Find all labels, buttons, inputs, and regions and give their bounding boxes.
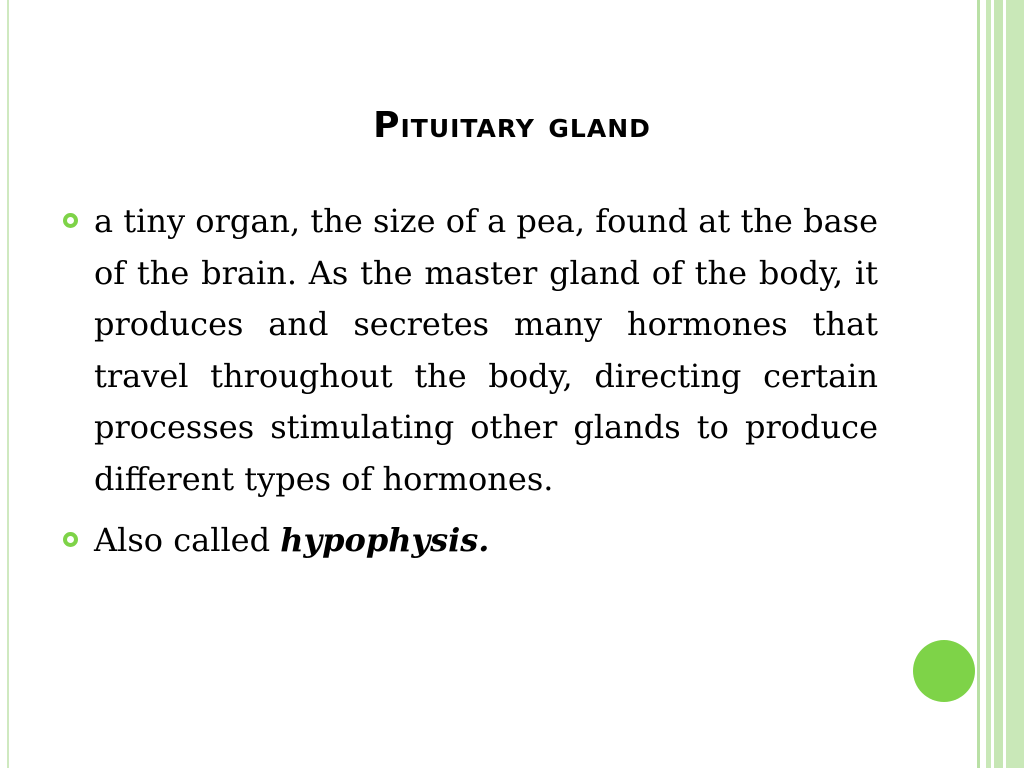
bullet-item bbox=[62, 196, 878, 505]
bullet-ring-icon bbox=[63, 213, 78, 228]
accent-circle-decoration bbox=[913, 640, 975, 702]
slide-title: Pituitary gland bbox=[373, 105, 651, 146]
bullet-list bbox=[62, 196, 878, 567]
bullet-text: Also called bbox=[94, 521, 281, 559]
bullet-item bbox=[62, 515, 878, 567]
bullet-text: a tiny organ, the size of a pea, found at the base of the brain. As the master gland of the body, it produces and secretes many hormones that travel throughout the body, directing certain processes stimulating other glands to produce different types of hormones. bbox=[94, 202, 878, 498]
bullet-emphasis-term: hypophysis. bbox=[280, 521, 490, 559]
bullet-ring-icon bbox=[63, 532, 78, 547]
